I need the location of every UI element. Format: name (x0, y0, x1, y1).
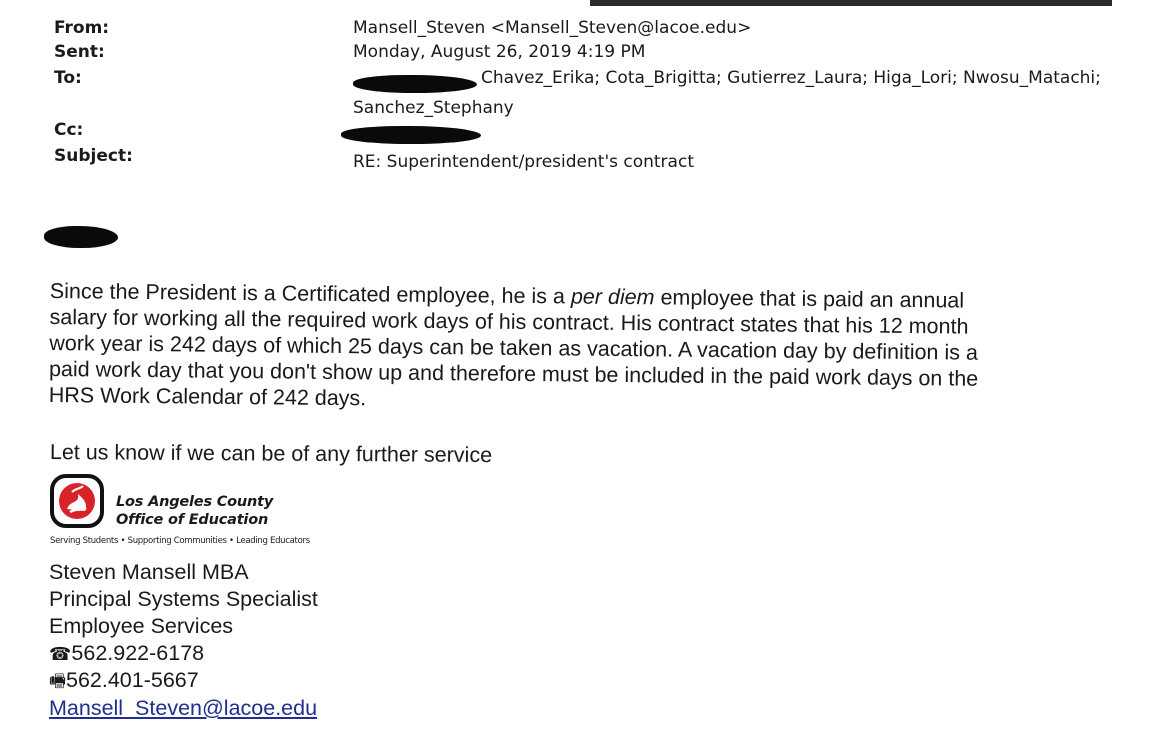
to-recipients-line1: Chavez_Erika; Cota_Brigitta; Gutierrez_Laura; Higa_Lori; Nwosu_Matachi; (481, 68, 1101, 88)
logo-line-office: Office of Education (116, 512, 269, 528)
sent-value: Monday, August 26, 2019 4:19 PM (353, 42, 646, 62)
signature-fax (49, 668, 199, 699)
message-text: Since the President is a Certificated employee, he is a (49, 278, 572, 309)
from-label: From: (54, 18, 110, 38)
signature-phone (49, 641, 204, 666)
fax-number: 562.401-5667 (66, 668, 199, 692)
message-line: paid work day that you don't show up and therefore must be included in the paid work days on the (48, 356, 979, 391)
from-value: Mansell_Steven <Mansell_Steven@lacoe.edu> (353, 18, 752, 38)
subject-label: Subject: (54, 146, 133, 166)
to-label: To: (54, 68, 82, 88)
subject-value: RE: Superintendent/president's contract (353, 152, 694, 172)
to-redacted-recipient (353, 74, 477, 94)
salutation-redacted (44, 226, 118, 248)
redaction-mark (341, 126, 481, 144)
cc-redacted-recipient (341, 125, 481, 145)
signature-email-row (49, 696, 317, 721)
to-recipients-line2: Sanchez_Stephany (353, 98, 514, 118)
logo-line-county: Los Angeles County (116, 494, 274, 510)
cc-label: Cc: (54, 120, 84, 140)
redaction-mark (353, 75, 477, 93)
signature-title: Principal Systems Specialist (49, 587, 318, 611)
signature-department: Employee Services (49, 614, 234, 638)
top-border-line (590, 0, 1112, 6)
lacoe-flame-icon (50, 474, 104, 528)
message-line: HRS Work Calendar of 242 days. (48, 382, 367, 411)
per-diem-emphasis: per diem (570, 284, 655, 310)
message-line: work year is 242 days of which 25 days can be taken as vacation. A vacation day by definition is a (49, 330, 979, 365)
redaction-mark (44, 226, 118, 248)
signature-name: Steven Mansell MBA (49, 560, 249, 584)
logo-tagline: Serving Students • Supporting Communities • Leading Educators (50, 536, 310, 546)
message-line: salary for working all the required work days of his contract. His contract states that his 12 month (49, 304, 969, 339)
message-text: employee that is paid an annual (654, 285, 965, 313)
signature-email-link[interactable]: Mansell_Steven@lacoe.edu (49, 696, 318, 720)
closing-line: Let us know if we can be of any further service (49, 440, 493, 468)
phone-number: 562.922-6178 (71, 641, 205, 665)
sent-label: Sent: (54, 42, 105, 62)
fax-icon: 🖷 (49, 671, 66, 692)
phone-icon: ☎ (49, 644, 72, 665)
message-body (49, 278, 1080, 419)
